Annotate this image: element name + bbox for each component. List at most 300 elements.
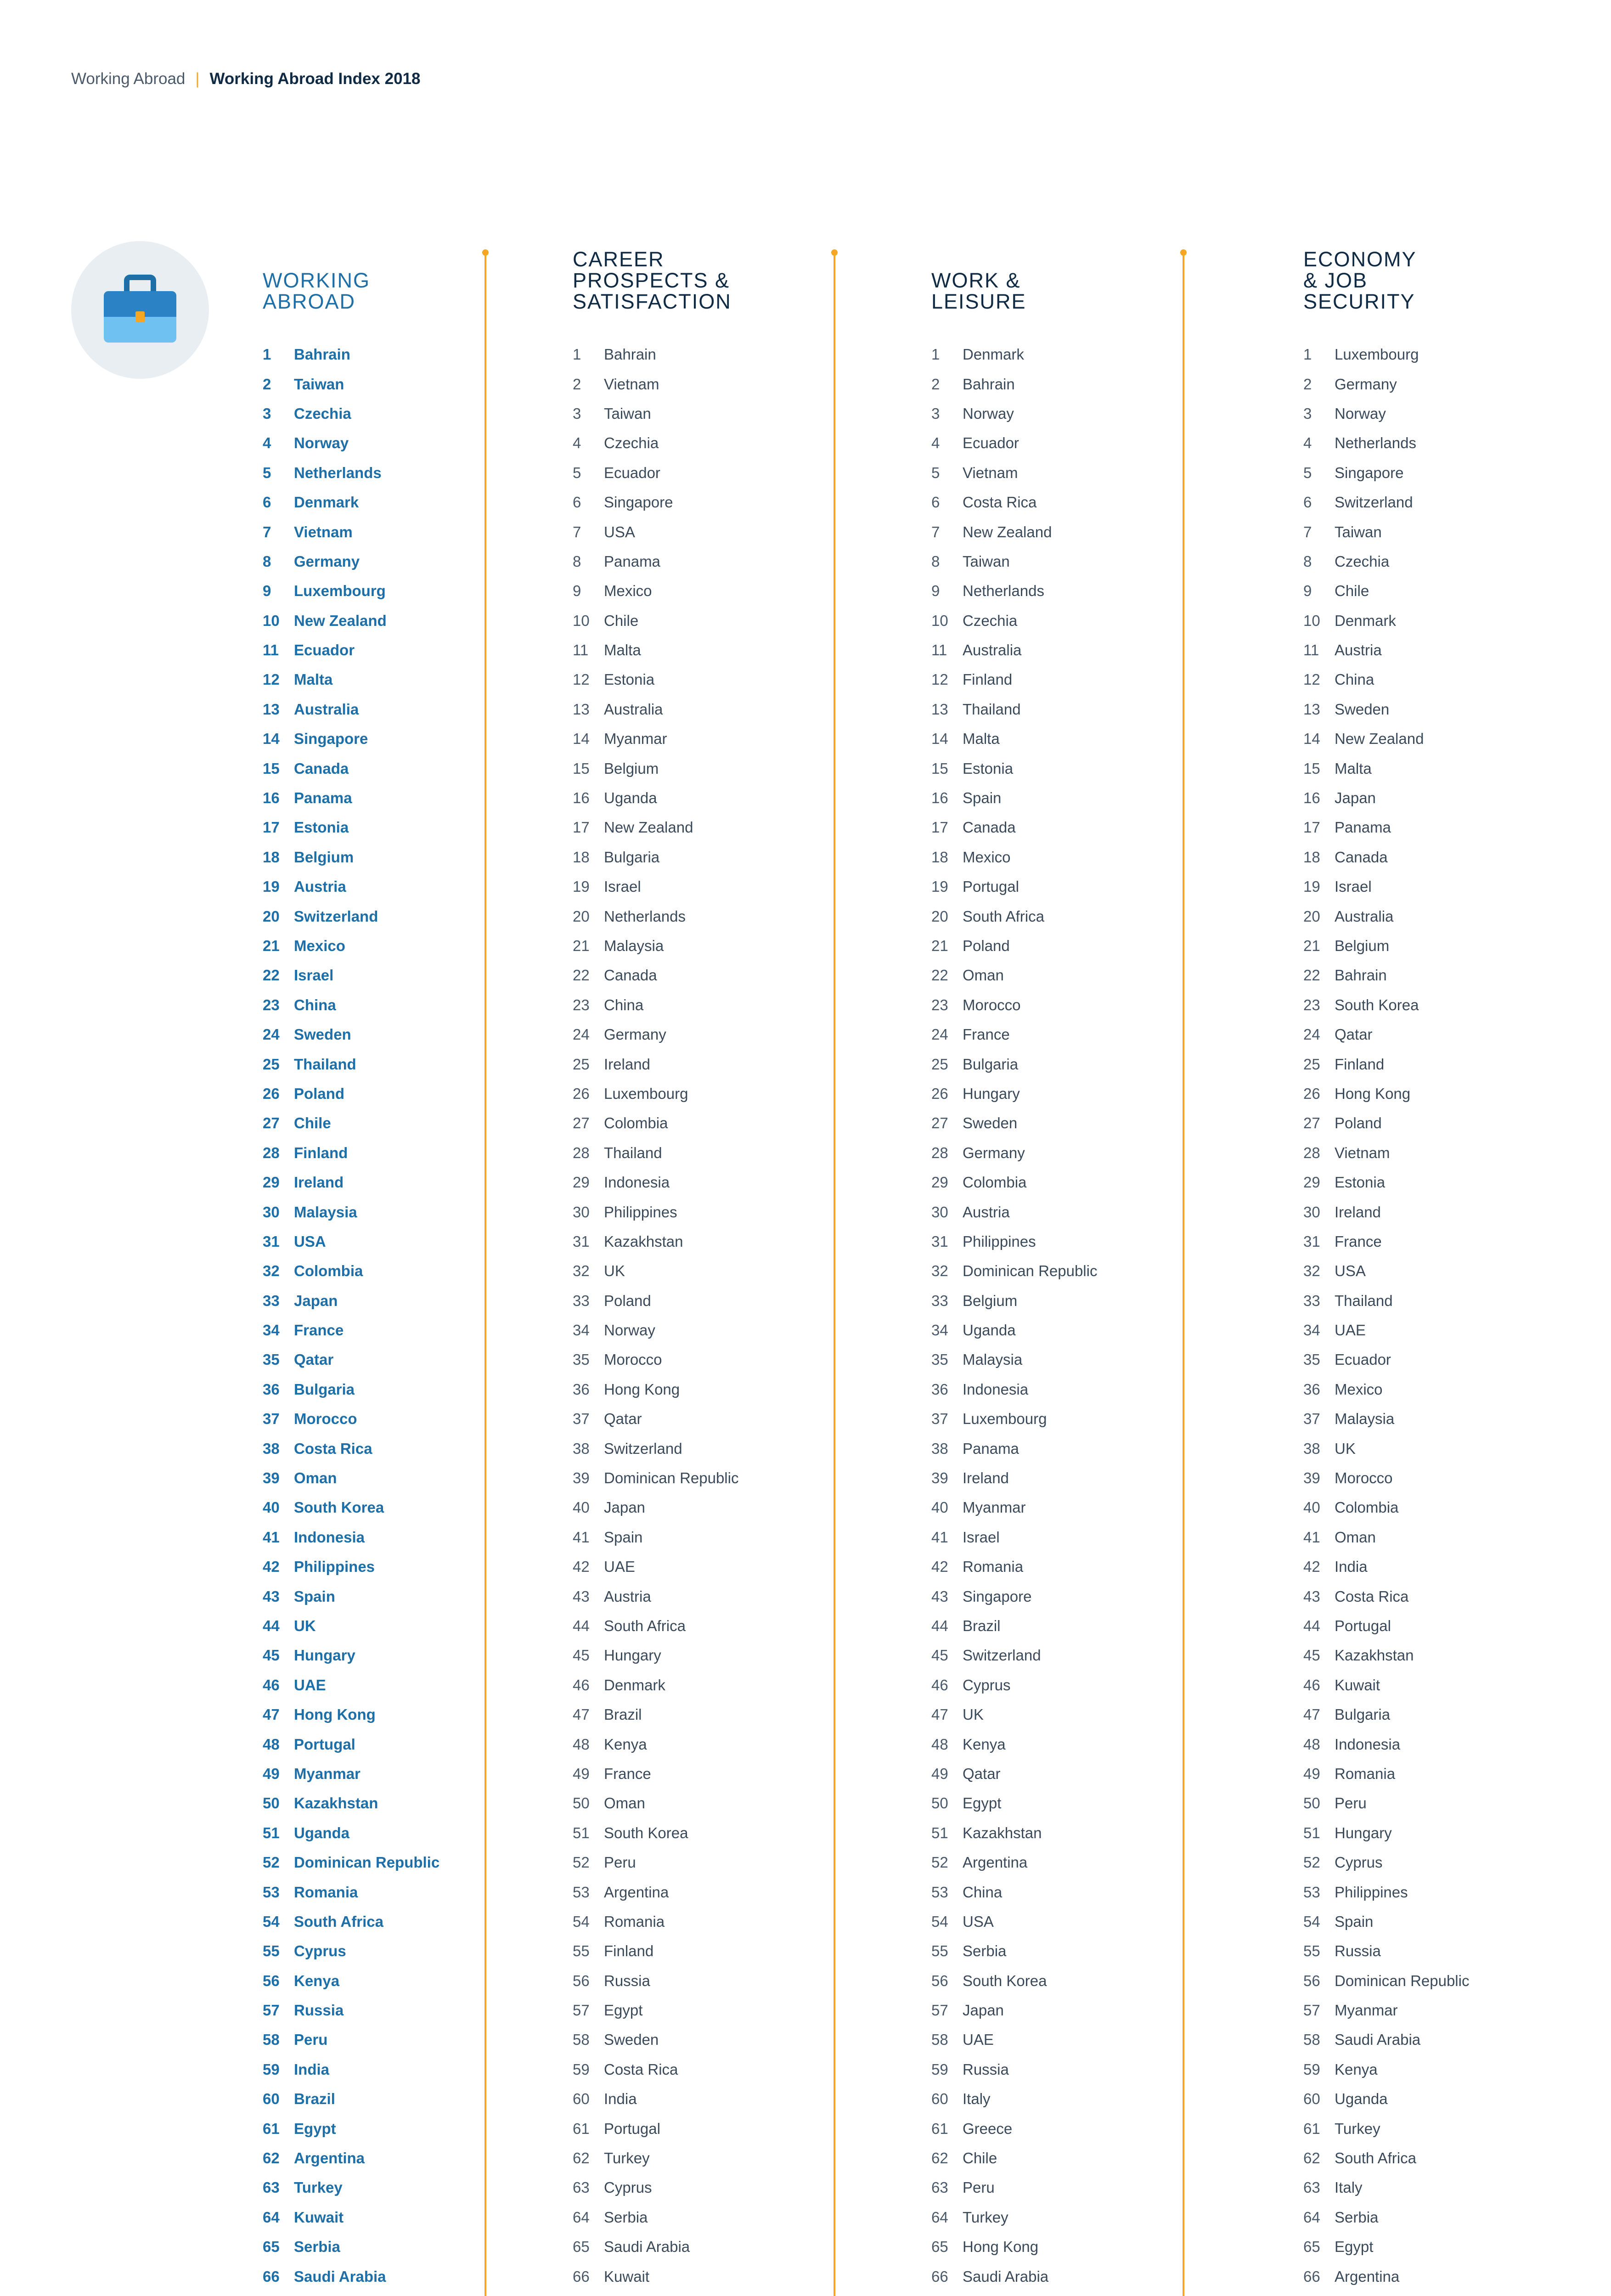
rank-number: 15 bbox=[263, 760, 280, 777]
country-name: Estonia bbox=[294, 819, 349, 836]
ranking-row bbox=[573, 1759, 738, 1789]
ranking-row bbox=[573, 1316, 738, 1345]
rank-number: 36 bbox=[931, 1380, 948, 1398]
rank-number: 65 bbox=[573, 2238, 590, 2256]
ranking-row bbox=[931, 843, 1097, 872]
ranking-row bbox=[263, 1818, 439, 1848]
rank-number: 26 bbox=[573, 1085, 590, 1102]
ranking-row bbox=[573, 1877, 738, 1907]
rank-number: 66 bbox=[263, 2268, 280, 2285]
ranking-row bbox=[263, 606, 439, 636]
rank-number: 38 bbox=[263, 1440, 280, 1457]
ranking-row bbox=[1303, 2262, 1469, 2291]
ranking-row bbox=[573, 1907, 738, 1936]
rank-number: 12 bbox=[1303, 671, 1320, 688]
country-name: Japan bbox=[294, 1292, 338, 1309]
ranking-row bbox=[1303, 1523, 1469, 1552]
ranking-row bbox=[931, 1700, 1097, 1729]
country-name: Myanmar bbox=[1335, 2002, 1398, 2019]
rank-number: 54 bbox=[263, 1913, 280, 1930]
ranking-row bbox=[1303, 2084, 1469, 2114]
rank-number: 62 bbox=[931, 2150, 948, 2167]
country-name: Dominican Republic bbox=[1335, 1972, 1470, 1989]
ranking-row bbox=[573, 1079, 738, 1109]
rank-number: 16 bbox=[263, 789, 280, 807]
rank-number: 8 bbox=[931, 552, 940, 570]
rank-number: 21 bbox=[573, 937, 590, 954]
country-name: Hong Kong bbox=[604, 1380, 680, 1398]
rank-number: 60 bbox=[1303, 2090, 1320, 2108]
country-name: Dominican Republic bbox=[294, 1854, 440, 1871]
rank-number: 1 bbox=[573, 346, 581, 363]
rank-number: 21 bbox=[931, 937, 948, 954]
ranking-row bbox=[573, 1818, 738, 1848]
country-name: UK bbox=[294, 1617, 316, 1634]
rank-number: 46 bbox=[931, 1676, 948, 1694]
ranking-row bbox=[263, 2232, 439, 2262]
rank-number: 42 bbox=[573, 1558, 590, 1576]
country-name: South Africa bbox=[1335, 2150, 1416, 2167]
ranking-row bbox=[931, 1552, 1097, 1581]
country-name: Oman bbox=[1335, 1528, 1376, 1546]
column-title: CAREER PROSPECTS & SATISFACTION bbox=[573, 248, 732, 313]
ranking-row bbox=[1303, 961, 1469, 990]
rank-number: 5 bbox=[1303, 464, 1312, 481]
ranking-row bbox=[263, 1375, 439, 1404]
rank-number: 45 bbox=[931, 1647, 948, 1664]
country-name: UAE bbox=[963, 2031, 994, 2048]
country-name: Mexico bbox=[1335, 1380, 1383, 1398]
rank-number: 25 bbox=[931, 1055, 948, 1073]
rank-number: 57 bbox=[573, 2002, 590, 2019]
rank-number: 60 bbox=[263, 2090, 280, 2108]
rank-number: 22 bbox=[263, 967, 280, 984]
ranking-row bbox=[263, 1671, 439, 1700]
country-name: Ecuador bbox=[1335, 1351, 1391, 1368]
country-name: Peru bbox=[963, 2179, 995, 2196]
country-name: Serbia bbox=[604, 2208, 648, 2226]
country-name: Hong Kong bbox=[1335, 1085, 1411, 1102]
column-divider bbox=[1183, 253, 1184, 2296]
ranking-row bbox=[1303, 1907, 1469, 1936]
country-name: India bbox=[294, 2060, 330, 2078]
country-name: Costa Rica bbox=[294, 1440, 372, 1457]
ranking-row bbox=[1303, 1700, 1469, 1729]
country-name: UAE bbox=[604, 1558, 635, 1576]
ranking-row bbox=[931, 458, 1097, 488]
country-name: Vietnam bbox=[1335, 1144, 1390, 1161]
rank-number: 1 bbox=[931, 346, 940, 363]
country-name: Cyprus bbox=[294, 1942, 346, 1960]
rank-number: 33 bbox=[263, 1292, 280, 1309]
rank-number: 59 bbox=[263, 2060, 280, 2078]
rank-number: 13 bbox=[1303, 700, 1320, 718]
country-name: China bbox=[294, 996, 336, 1013]
rank-number: 32 bbox=[1303, 1262, 1320, 1280]
ranking-row bbox=[1303, 695, 1469, 724]
ranking-row bbox=[263, 2144, 439, 2173]
rank-number: 57 bbox=[1303, 2002, 1320, 2019]
ranking-row bbox=[573, 2203, 738, 2232]
rank-number: 27 bbox=[1303, 1114, 1320, 1132]
ranking-row bbox=[573, 1523, 738, 1552]
country-name: Switzerland bbox=[604, 1440, 682, 1457]
country-name: UK bbox=[963, 1706, 984, 1723]
ranking-row bbox=[573, 1286, 738, 1316]
column-title: ECONOMY & JOB SECURITY bbox=[1303, 248, 1417, 313]
rank-number: 28 bbox=[263, 1144, 280, 1161]
ranking-row bbox=[1303, 1996, 1469, 2025]
ranking-row bbox=[1303, 1434, 1469, 1463]
rank-number: 56 bbox=[1303, 1972, 1320, 1989]
country-name: Taiwan bbox=[963, 552, 1010, 570]
ranking-row bbox=[1303, 1818, 1469, 1848]
ranking-row bbox=[931, 2262, 1097, 2291]
rank-number: 56 bbox=[931, 1972, 948, 1989]
rank-number: 29 bbox=[931, 1174, 948, 1191]
country-name: Switzerland bbox=[963, 1647, 1041, 1664]
ranking-row bbox=[573, 1729, 738, 1759]
ranking-row bbox=[1303, 1877, 1469, 1907]
country-name: South Korea bbox=[1335, 996, 1419, 1013]
rank-number: 18 bbox=[263, 848, 280, 866]
country-name: Belgium bbox=[294, 848, 354, 866]
rank-number: 4 bbox=[573, 434, 581, 452]
rank-number: 19 bbox=[931, 878, 948, 895]
country-name: Austria bbox=[1335, 642, 1382, 659]
column-divider bbox=[834, 253, 835, 2296]
ranking-row bbox=[263, 1877, 439, 1907]
rank-number: 2 bbox=[1303, 375, 1312, 393]
country-name: Netherlands bbox=[294, 464, 382, 481]
rank-number: 62 bbox=[1303, 2150, 1320, 2167]
country-name: Austria bbox=[294, 878, 346, 895]
rank-number: 10 bbox=[1303, 612, 1320, 629]
country-name: Portugal bbox=[604, 2120, 660, 2137]
ranking-row bbox=[263, 2173, 439, 2202]
country-name: Thailand bbox=[294, 1055, 356, 1073]
rank-number: 18 bbox=[931, 848, 948, 866]
ranking-list bbox=[931, 340, 1097, 2296]
rank-number: 15 bbox=[573, 760, 590, 777]
ranking-row bbox=[263, 399, 439, 428]
ranking-row bbox=[263, 1463, 439, 1493]
country-name: Serbia bbox=[294, 2238, 340, 2256]
rank-number: 21 bbox=[1303, 937, 1320, 954]
rank-number: 1 bbox=[1303, 346, 1312, 363]
country-name: Hungary bbox=[963, 1085, 1020, 1102]
country-name: Myanmar bbox=[963, 1499, 1026, 1516]
ranking-row bbox=[263, 695, 439, 724]
ranking-row bbox=[931, 1759, 1097, 1789]
rank-number: 52 bbox=[573, 1854, 590, 1871]
country-name: Bulgaria bbox=[294, 1380, 355, 1398]
country-name: Argentina bbox=[963, 1854, 1028, 1871]
rank-number: 47 bbox=[573, 1706, 590, 1723]
rank-number: 14 bbox=[263, 730, 280, 748]
country-name: Kuwait bbox=[294, 2208, 344, 2226]
rank-number: 62 bbox=[573, 2150, 590, 2167]
rank-number: 49 bbox=[573, 1765, 590, 1782]
country-name: USA bbox=[963, 1913, 994, 1930]
rank-number: 29 bbox=[1303, 1174, 1320, 1191]
ranking-row bbox=[931, 2055, 1097, 2084]
ranking-row bbox=[263, 2084, 439, 2114]
country-name: China bbox=[963, 1883, 1003, 1901]
ranking-row bbox=[573, 399, 738, 428]
country-name: Russia bbox=[294, 2002, 344, 2019]
rank-number: 48 bbox=[1303, 1735, 1320, 1753]
country-name: Kuwait bbox=[1335, 1676, 1380, 1694]
rank-number: 57 bbox=[931, 2002, 948, 2019]
ranking-row bbox=[573, 695, 738, 724]
country-name: USA bbox=[604, 523, 635, 540]
country-name: Hungary bbox=[294, 1647, 355, 1664]
country-name: Bahrain bbox=[294, 346, 350, 363]
rank-number: 59 bbox=[1303, 2060, 1320, 2078]
ranking-row bbox=[931, 1493, 1097, 1522]
rank-number: 35 bbox=[573, 1351, 590, 1368]
rank-number: 24 bbox=[263, 1026, 280, 1043]
rank-number: 35 bbox=[1303, 1351, 1320, 1368]
rank-number: 10 bbox=[263, 612, 280, 629]
country-name: South Africa bbox=[604, 1617, 686, 1634]
country-name: India bbox=[604, 2090, 637, 2108]
country-name: Panama bbox=[604, 552, 660, 570]
country-name: Argentina bbox=[294, 2150, 365, 2167]
country-name: Kenya bbox=[604, 1735, 647, 1753]
ranking-row bbox=[931, 576, 1097, 606]
country-name: Indonesia bbox=[604, 1174, 670, 1191]
rank-number: 41 bbox=[931, 1528, 948, 1546]
country-name: Oman bbox=[294, 1469, 337, 1487]
ranking-row bbox=[1303, 2291, 1469, 2296]
rank-number: 64 bbox=[573, 2208, 590, 2226]
country-name: Saudi Arabia bbox=[963, 2268, 1049, 2285]
rank-number: 66 bbox=[573, 2268, 590, 2285]
ranking-row bbox=[263, 2291, 439, 2296]
rank-number: 3 bbox=[263, 405, 271, 422]
country-name: Chile bbox=[1335, 582, 1369, 600]
rank-number: 7 bbox=[1303, 523, 1312, 540]
country-name: Oman bbox=[963, 967, 1004, 984]
ranking-row bbox=[573, 1434, 738, 1463]
country-name: Peru bbox=[294, 2031, 328, 2048]
rank-number: 27 bbox=[931, 1114, 948, 1132]
ranking-row bbox=[573, 1611, 738, 1641]
rank-number: 18 bbox=[573, 848, 590, 866]
rank-number: 10 bbox=[573, 612, 590, 629]
rank-number: 44 bbox=[1303, 1617, 1320, 1634]
ranking-row bbox=[573, 1552, 738, 1581]
country-name: Hong Kong bbox=[963, 2238, 1039, 2256]
country-name: Spain bbox=[1335, 1913, 1374, 1930]
ranking-list bbox=[573, 340, 738, 2296]
ranking-row bbox=[573, 488, 738, 517]
ranking-row bbox=[263, 576, 439, 606]
rank-number: 56 bbox=[573, 1972, 590, 1989]
rank-number: 33 bbox=[573, 1292, 590, 1309]
country-name: Bahrain bbox=[604, 346, 656, 363]
ranking-row bbox=[263, 813, 439, 842]
ranking-row bbox=[573, 458, 738, 488]
ranking-row bbox=[931, 665, 1097, 694]
ranking-row bbox=[1303, 872, 1469, 901]
ranking-row bbox=[263, 665, 439, 694]
country-name: Sweden bbox=[1335, 700, 1390, 718]
ranking-row bbox=[573, 2173, 738, 2202]
ranking-row bbox=[573, 1227, 738, 1256]
ranking-row bbox=[931, 2114, 1097, 2143]
rank-number: 52 bbox=[1303, 1854, 1320, 1871]
country-name: USA bbox=[294, 1232, 326, 1250]
ranking-row bbox=[263, 1138, 439, 1168]
rank-number: 53 bbox=[931, 1883, 948, 1901]
rank-number: 42 bbox=[263, 1558, 280, 1576]
country-name: France bbox=[963, 1026, 1010, 1043]
breadcrumb-section[interactable]: Working Abroad bbox=[71, 70, 186, 88]
country-name: Saudi Arabia bbox=[294, 2268, 386, 2285]
country-name: Greece bbox=[963, 2120, 1013, 2137]
ranking-row bbox=[1303, 901, 1469, 931]
country-name: Philippines bbox=[294, 1558, 375, 1576]
rank-number: 3 bbox=[573, 405, 581, 422]
rank-number: 15 bbox=[931, 760, 948, 777]
rank-number: 34 bbox=[573, 1322, 590, 1339]
country-name: Norway bbox=[963, 405, 1014, 422]
column-title: WORKING ABROAD bbox=[263, 269, 370, 313]
country-name: Thailand bbox=[604, 1144, 662, 1161]
country-name: Portugal bbox=[1335, 1617, 1391, 1634]
ranking-row bbox=[263, 1434, 439, 1463]
rank-number: 33 bbox=[1303, 1292, 1320, 1309]
country-name: Finland bbox=[604, 1942, 654, 1960]
rank-number: 58 bbox=[263, 2031, 280, 2048]
country-name: Ireland bbox=[1335, 1203, 1381, 1221]
country-name: Spain bbox=[604, 1528, 643, 1546]
country-name: Panama bbox=[1335, 819, 1391, 836]
ranking-list bbox=[263, 340, 439, 2296]
country-name: Ecuador bbox=[604, 464, 660, 481]
country-name: Thailand bbox=[963, 700, 1021, 718]
ranking-row bbox=[573, 576, 738, 606]
ranking-row bbox=[573, 1375, 738, 1404]
rank-number: 23 bbox=[573, 996, 590, 1013]
ranking-row bbox=[1303, 2114, 1469, 2143]
rank-number: 11 bbox=[931, 642, 947, 659]
rank-number: 20 bbox=[931, 907, 948, 925]
ranking-row bbox=[1303, 1286, 1469, 1316]
rank-number: 8 bbox=[1303, 552, 1312, 570]
rank-number: 28 bbox=[931, 1144, 948, 1161]
ranking-row bbox=[573, 428, 738, 458]
country-name: Taiwan bbox=[294, 375, 344, 393]
rank-number: 41 bbox=[1303, 1528, 1320, 1546]
country-name: Mexico bbox=[963, 848, 1011, 866]
country-name: Myanmar bbox=[294, 1765, 361, 1782]
ranking-row bbox=[931, 1789, 1097, 1818]
rank-number: 17 bbox=[931, 819, 948, 836]
country-name: France bbox=[294, 1322, 344, 1339]
rank-number: 9 bbox=[1303, 582, 1312, 600]
ranking-row bbox=[1303, 1375, 1469, 1404]
country-name: Singapore bbox=[294, 730, 368, 748]
country-name: Ecuador bbox=[963, 434, 1019, 452]
ranking-row bbox=[1303, 1759, 1469, 1789]
ranking-row bbox=[1303, 369, 1469, 399]
ranking-row bbox=[1303, 1936, 1469, 1966]
ranking-row bbox=[931, 1877, 1097, 1907]
country-name: Malaysia bbox=[963, 1351, 1023, 1368]
rank-number: 64 bbox=[1303, 2208, 1320, 2226]
ranking-row bbox=[931, 1138, 1097, 1168]
ranking-row bbox=[573, 1049, 738, 1079]
rank-number: 19 bbox=[1303, 878, 1320, 895]
ranking-row bbox=[931, 901, 1097, 931]
ranking-row bbox=[573, 1966, 738, 1995]
ranking-row bbox=[1303, 754, 1469, 783]
rank-number: 22 bbox=[573, 967, 590, 984]
rank-number: 29 bbox=[573, 1174, 590, 1191]
ranking-row bbox=[931, 1581, 1097, 1611]
ranking-row bbox=[1303, 1168, 1469, 1197]
ranking-row bbox=[1303, 1049, 1469, 1079]
country-name: Vietnam bbox=[294, 523, 353, 540]
ranking-row bbox=[931, 1996, 1097, 2025]
ranking-row bbox=[1303, 1020, 1469, 1049]
ranking-row bbox=[263, 1286, 439, 1316]
ranking-row bbox=[573, 2025, 738, 2054]
country-name: Thailand bbox=[1335, 1292, 1393, 1309]
rank-number: 63 bbox=[263, 2179, 280, 2196]
breadcrumb-current: Working Abroad Index 2018 bbox=[209, 70, 421, 88]
rank-number: 51 bbox=[931, 1824, 948, 1841]
rank-number: 30 bbox=[1303, 1203, 1320, 1221]
ranking-row bbox=[931, 399, 1097, 428]
ranking-row bbox=[1303, 1345, 1469, 1374]
ranking-row bbox=[573, 2262, 738, 2291]
rank-number: 16 bbox=[573, 789, 590, 807]
rank-number: 20 bbox=[573, 907, 590, 925]
ranking-row bbox=[1303, 636, 1469, 665]
country-name: Qatar bbox=[1335, 1026, 1373, 1043]
ranking-row bbox=[931, 1109, 1097, 1138]
rank-number: 33 bbox=[931, 1292, 948, 1309]
ranking-row bbox=[573, 1404, 738, 1434]
rank-number: 11 bbox=[1303, 642, 1319, 659]
country-name: Morocco bbox=[963, 996, 1021, 1013]
ranking-row bbox=[573, 1671, 738, 1700]
country-name: Germany bbox=[604, 1026, 666, 1043]
country-name: Denmark bbox=[604, 1676, 665, 1694]
rank-number: 65 bbox=[263, 2238, 280, 2256]
ranking-row bbox=[573, 783, 738, 813]
country-name: Mexico bbox=[294, 937, 345, 954]
rank-number: 48 bbox=[263, 1735, 280, 1753]
rank-number: 61 bbox=[931, 2120, 948, 2137]
ranking-row bbox=[931, 2025, 1097, 2054]
ranking-row bbox=[1303, 665, 1469, 694]
ranking-row bbox=[263, 1996, 439, 2025]
rank-number: 17 bbox=[573, 819, 590, 836]
rank-number: 64 bbox=[263, 2208, 280, 2226]
country-name: Finland bbox=[1335, 1055, 1385, 1073]
ranking-row bbox=[263, 1109, 439, 1138]
ranking-row bbox=[263, 2025, 439, 2054]
country-name: Russia bbox=[1335, 1942, 1381, 1960]
rank-number: 65 bbox=[1303, 2238, 1320, 2256]
country-name: Germany bbox=[294, 552, 360, 570]
